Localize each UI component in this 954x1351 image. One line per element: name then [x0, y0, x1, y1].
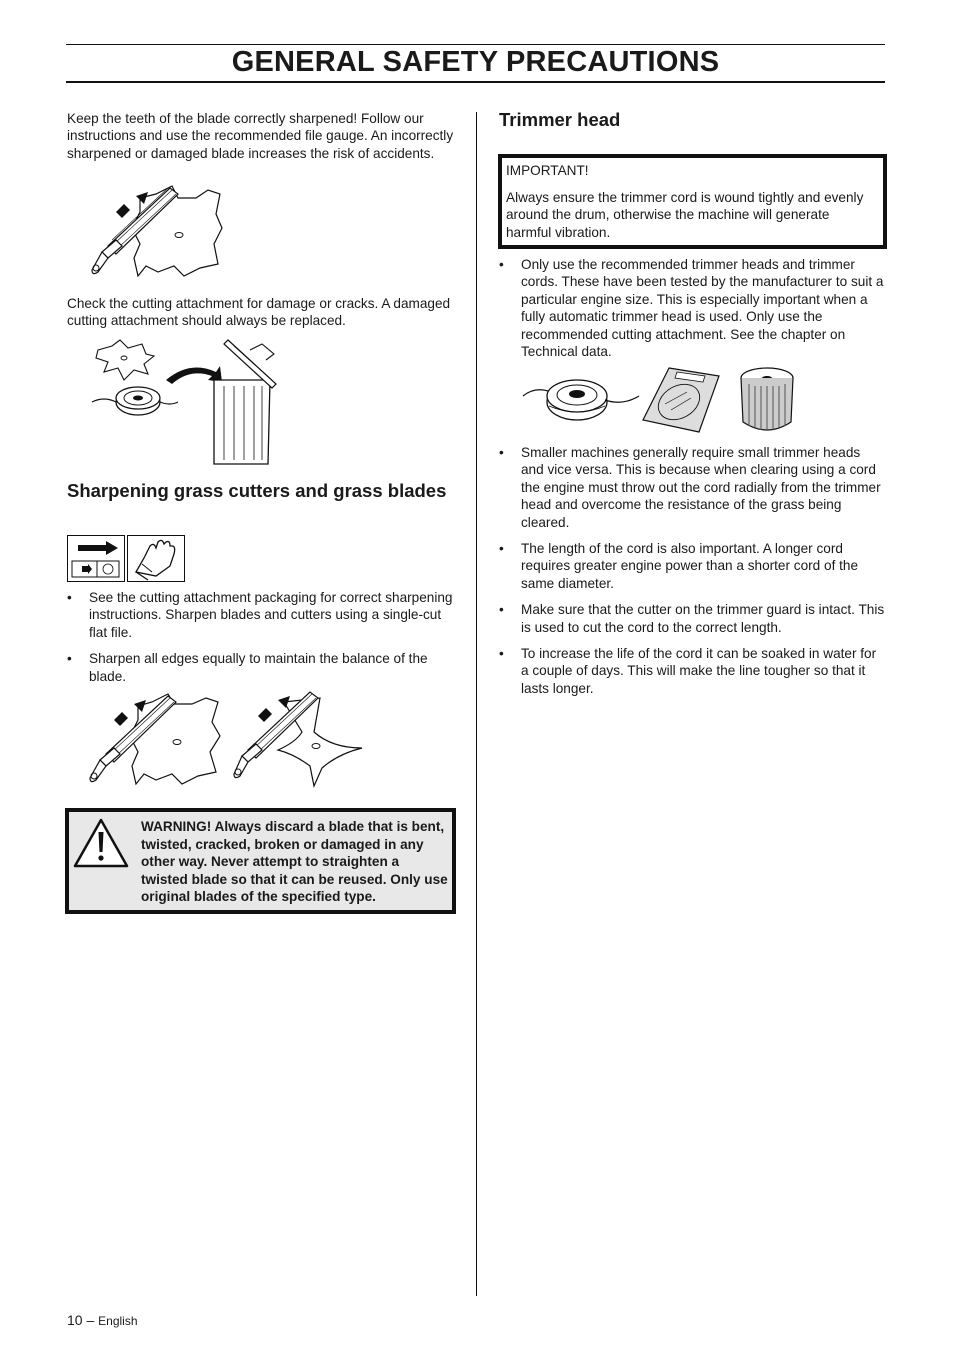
bullet-dot: • — [67, 651, 72, 667]
trimmer-bullet-list-2 — [499, 444, 885, 706]
blade-sharpening-intro: Keep the teeth of the blade correctly sharpened! Follow our instructions and use the recommended file gauge. An incorrectly sharpened or damaged blade increases the risk of accidents. — [67, 111, 454, 161]
warning-triangle-icon — [73, 818, 129, 868]
bullet-dot: • — [499, 541, 504, 557]
bullet-text: Smaller machines generally require small trimmer heads and vice versa. This is because when clearing using a cord the engine must throw out the cord radially from the trimmer head and overcome the resistance of the grass being cleared. — [521, 445, 881, 530]
list-item — [499, 444, 885, 531]
bullet-dot: • — [499, 646, 504, 662]
list-item — [67, 589, 459, 641]
important-notice-box — [498, 154, 887, 249]
file-sharpening-blade-illustration — [88, 184, 228, 280]
trimmer-bullet-list-1 — [499, 256, 885, 369]
warning-text: WARNING! Always discard a blade that is bent, twisted, cracked, broken or damaged in any other way. Never attempt to straighten a twisted blade so that it can be reused. Only use original blades of the specified type. — [141, 819, 448, 905]
list-item — [499, 645, 885, 697]
footer-language: English — [98, 1314, 138, 1328]
sharpening-bullet-list — [67, 589, 459, 694]
page-title: GENERAL SAFETY PRECAUTIONS — [231, 46, 720, 78]
bullet-text: The length of the cord is also important. A longer cord requires greater engine power than a shorter cord of the same diameter. — [521, 541, 859, 591]
discard-attachment-illustration — [90, 336, 280, 466]
important-label: IMPORTANT! — [506, 163, 589, 178]
column-divider — [476, 112, 477, 1296]
bullet-dot: • — [499, 257, 504, 272]
bullet-dot: • — [67, 590, 72, 605]
check-cutting-attachment-text: Check the cutting attachment for damage or cracks. A damaged cutting attachment should always be replaced. — [67, 296, 451, 329]
read-manual-symbol — [67, 535, 125, 582]
list-item — [67, 650, 459, 685]
bullet-text: Only use the recommended trimmer heads and trimmer cords. These have been tested by the manufacturer to suit a particular engine size. This is especially important when a fully automatic trimmer head is used. Only use the recommended cutting attachment. See the chapter on Technical data. — [521, 257, 884, 360]
sharpening-section-heading: Sharpening grass cutters and grass blades — [67, 480, 447, 501]
bullet-dot: • — [499, 445, 504, 460]
list-item — [499, 256, 885, 360]
bullet-text: To increase the life of the cord it can be soaked in water for a couple of days. This will make the line tougher so that it lasts longer. — [521, 646, 877, 696]
list-item — [499, 601, 885, 636]
protective-gloves-icon — [127, 535, 185, 582]
bullet-text: Make sure that the cutter on the trimmer guard is intact. This is used to cut the cord to the correct length. — [521, 602, 885, 635]
title-bottom-rule — [66, 81, 885, 83]
bullet-text: Sharpen all edges equally to maintain the balance of the blade. — [89, 651, 428, 684]
file-blades-illustration — [88, 690, 364, 790]
bullet-dot: • — [499, 602, 504, 618]
page-number: 10 – — [67, 1312, 95, 1328]
trimmer-head-cord-illustration — [521, 366, 801, 436]
trimmer-head-heading: Trimmer head — [499, 109, 621, 130]
bullet-text: See the cutting attachment packaging for correct sharpening instructions. Sharpen blades and cutters using a single-cut flat file. — [89, 590, 453, 640]
warning-box — [65, 808, 456, 914]
list-item — [499, 540, 885, 592]
page-footer — [67, 1310, 138, 1331]
important-text: Always ensure the trimmer cord is wound tightly and evenly around the drum, otherwise the machine will generate harmful vibration. — [506, 190, 864, 240]
